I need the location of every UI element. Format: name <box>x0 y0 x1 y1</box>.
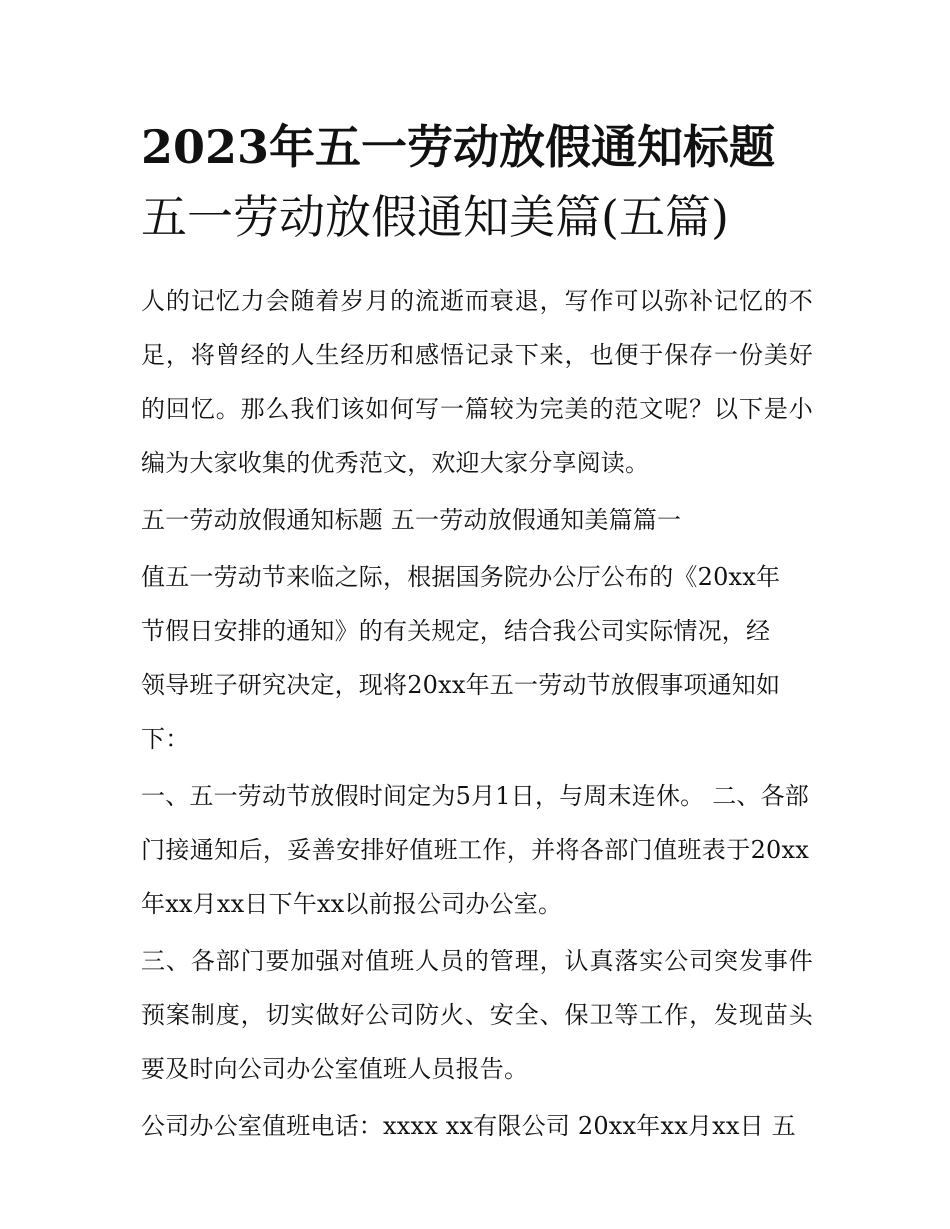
document-title <box>141 112 821 252</box>
title-line-2: 五一劳动放假通知美篇(五篇) <box>141 190 729 244</box>
item-three-paragraph: 三、各部门要加强对值班人员的管理，认真落实公司突发事件预案制度，切实做好公司防火、安全、保卫等工作，发现苗头要及时向公司办公室值班人员报告。 <box>141 947 813 1083</box>
section-heading: 五一劳动放假通知标题 五一劳动放假通知美篇篇一 <box>141 506 682 534</box>
intro-paragraph: 人的记忆力会随着岁月的流逝而衰退，写作可以弥补记忆的不足，将曾经的人生经历和感悟记录下来，也便于保存一份美好的回忆。那么我们该如何写一篇较为完美的范文呢？以下是小编为大家收集的优秀范文，欢迎大家分享阅读。 <box>141 287 813 477</box>
document-body <box>141 274 821 1153</box>
contact-paragraph: 公司办公室值班电话：xxxx xx有限公司 20xx年xx月xx日 五 <box>141 1112 796 1140</box>
notice-paragraph: 值五一劳动节来临之际，根据国务院办公厅公布的《20xx年节假日安排的通知》的有关规定，结合我公司实际情况，经领导班子研究决定，现将20xx年五一劳动节放假事项通知如下： <box>141 563 781 753</box>
title-line-1: 2023年五一劳动放假通知标题 <box>141 120 776 174</box>
item-one-two-paragraph: 一、五一劳动节放假时间定为5月1日，与周末连休。 二、各部门接通知后，妥善安排好值班工作，并将各部门值班表于20xx年xx月xx日下午xx以前报公司办公室。 <box>141 782 809 918</box>
document-page <box>141 112 821 1156</box>
